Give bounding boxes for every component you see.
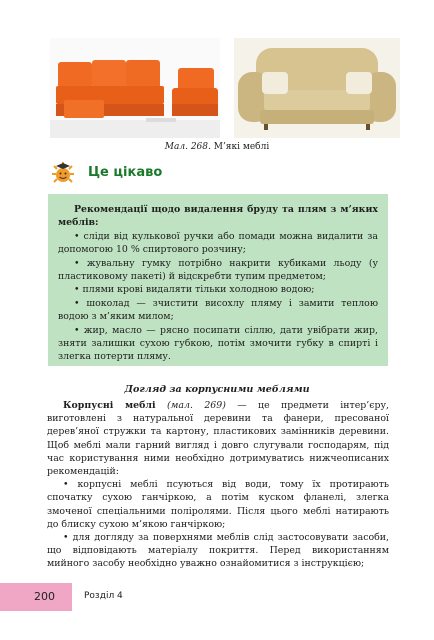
figure-caption bbox=[0, 142, 434, 152]
fact-box bbox=[48, 194, 388, 366]
bullet-paragraph: • для догляду за поверхнями меблів слід застосовувати засоби, що відповідають матеріалу покриття. Перед використанням мийного засобу необхідно уважно ознайомитися з інструкцією; bbox=[47, 532, 389, 570]
orange-corner-sofa-image bbox=[50, 38, 220, 138]
section-name: Розділ 4 bbox=[84, 591, 123, 601]
intro-term: Корпусні меблі bbox=[63, 400, 156, 411]
section-title: Догляд за корпусними меблями bbox=[124, 384, 310, 395]
beige-sofa-image bbox=[234, 38, 400, 138]
figure-reference: (мал. 269) bbox=[166, 400, 226, 411]
figure-caption-text: М’які меблі bbox=[213, 142, 270, 152]
figure-images bbox=[50, 38, 400, 138]
figure-number: Мал. 268. bbox=[164, 142, 211, 152]
fact-item: • плями крові видаляти тільки холодною водою; bbox=[74, 284, 315, 296]
intro-text: — це предмети інтер’єру, виготовлені з натуральної деревини та фанери, пресованої дерев’яної стружки та картону, пластикових замінників деревини. Щоб меблі мали гарний вигляд і довго слугували господарям, під час користування ними необхідно дотримуватись нижчеописаних рекомендацій: bbox=[47, 400, 389, 478]
fact-item: • жувальну гумку потрібно накрити кубиками льоду (у пластиковому пакеті) й відскребти тупим предметом; bbox=[58, 257, 378, 283]
page-number: 200 bbox=[34, 590, 55, 603]
intro-paragraph bbox=[47, 399, 389, 478]
fact-box-heading: Рекомендації щодо видалення бруду та плям з м’яких меблів: bbox=[58, 204, 378, 229]
fact-item: • сліди від кулькової ручки або помади можна видалити за допомогою 10 % спиртового розчину; bbox=[58, 230, 378, 256]
fact-box-header bbox=[48, 160, 248, 188]
smiling-sun-graduate-icon bbox=[48, 160, 82, 188]
bullet-paragraph: • корпусні меблі псуються від води, тому їх протирають спочатку сухою ганчіркою, а потім куском фланелі, злегка змоченої спеціальними поліролями. Після цього меблі натирають до блиску сухою м’якою ганчіркою; bbox=[47, 479, 389, 530]
fact-item: • жир, масло — рясно посипати сіллю, дати увібрати жир, зняти залишки сухою губкою, потім змочити губку в спирті і злегка потерти пляму. bbox=[58, 324, 378, 363]
fact-box-title: Це цікаво bbox=[88, 165, 163, 180]
body-text bbox=[47, 399, 389, 571]
fact-item: • шоколад — зчистити висохлу пляму і замити теплою водою з м’яким милом; bbox=[58, 297, 378, 323]
